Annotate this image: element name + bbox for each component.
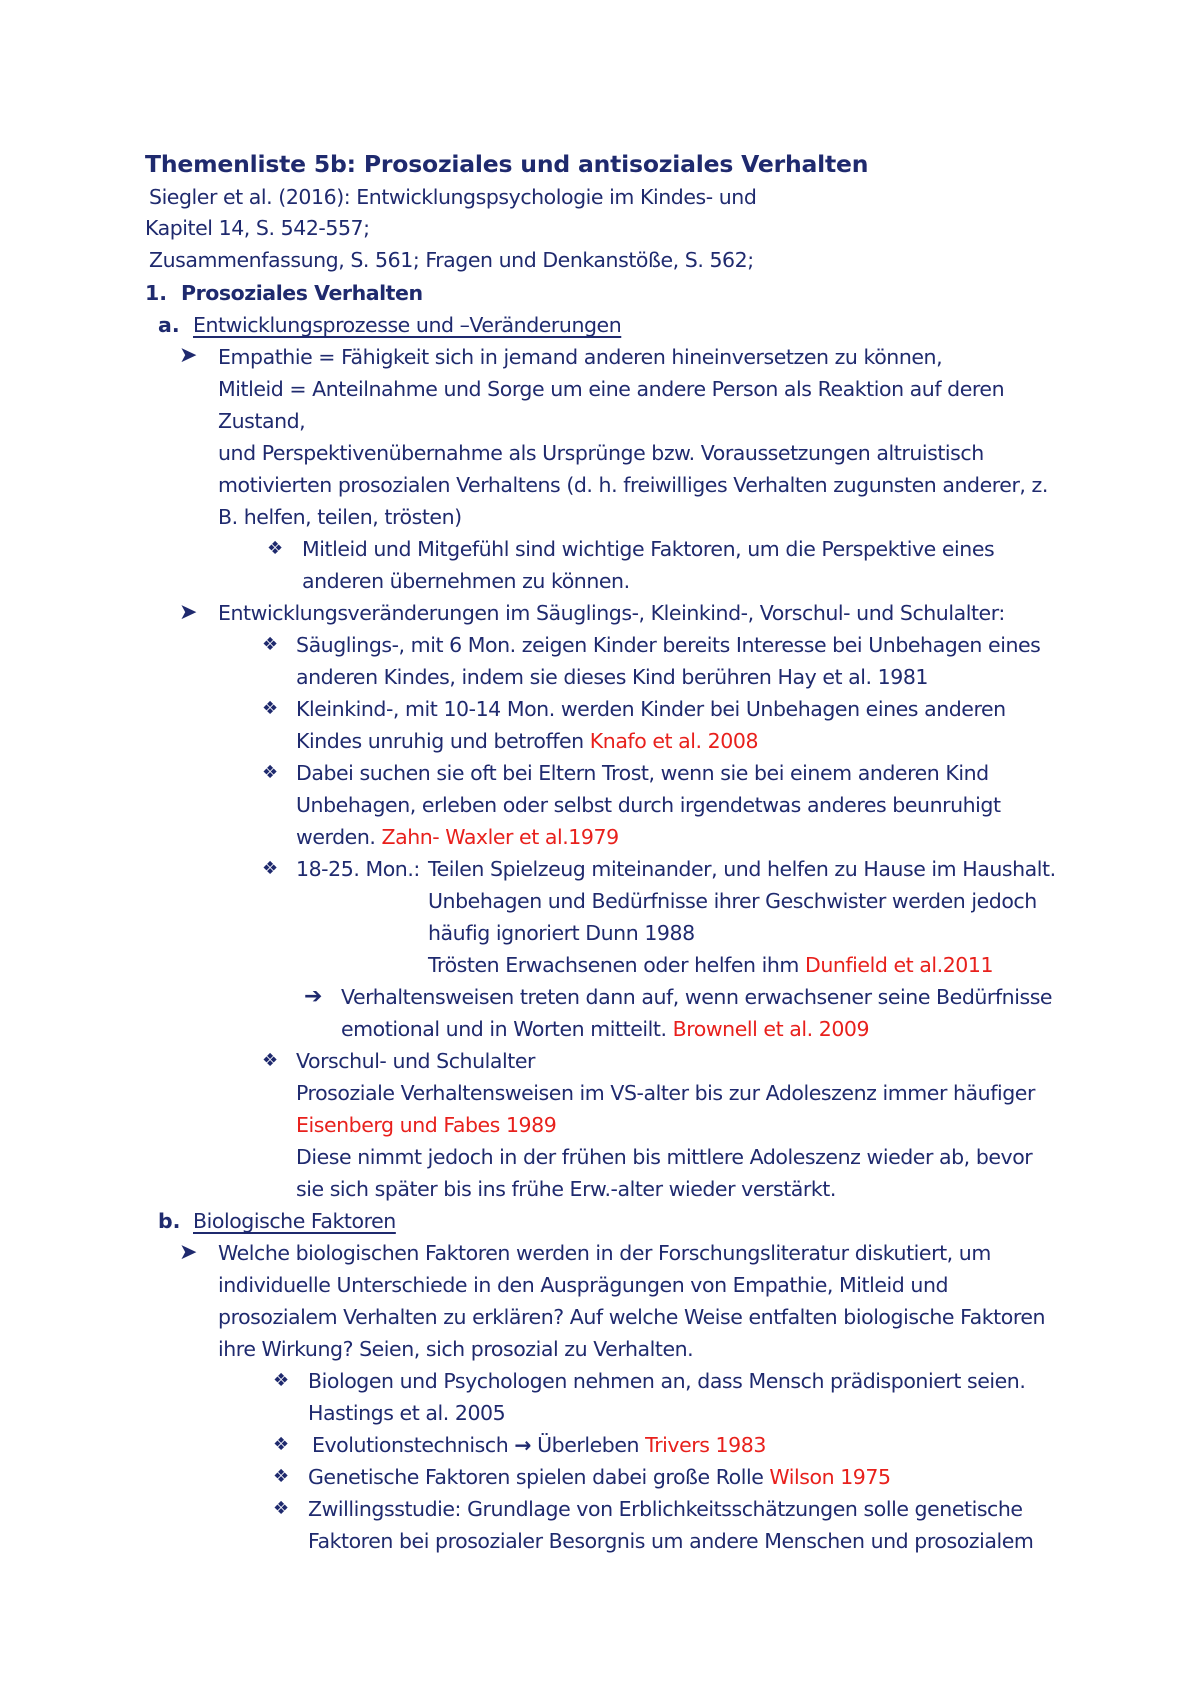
subsection-heading: Biologische Faktoren [193, 1209, 396, 1233]
diamond-bullet-icon: ❖ [273, 1466, 290, 1487]
list-item: Zwillingsstudie: Grundlage von Erblichkeitsschätzungen solle genetische [308, 1497, 1023, 1521]
section-number: 1. [145, 281, 168, 305]
list-item: anderen übernehmen zu können. [302, 569, 630, 593]
list-item: motivierten prosozialen Verhaltens (d. h. freiwilliges Verhalten zugunsten anderer, z. [218, 473, 1048, 497]
citation: Wilson 1975 [769, 1465, 891, 1489]
citation: Knafo et al. 2008 [589, 729, 759, 753]
subsection-letter: b. [158, 1209, 181, 1233]
list-item [341, 1014, 869, 1044]
list-item [308, 1462, 891, 1492]
right-arrow-bullet-icon: ➔ [304, 984, 323, 1009]
list-item: Teilen Spielzeug miteinander, und helfen zu Hause im Haushalt. [428, 857, 1056, 881]
diamond-bullet-icon: ❖ [273, 1498, 290, 1519]
diamond-bullet-icon: ❖ [262, 1050, 279, 1071]
subsection-heading: Entwicklungsprozesse und –Veränderungen [193, 313, 622, 337]
list-item: Prosoziale Verhaltensweisen im VS-alter bis zur Adoleszenz immer häufiger [296, 1081, 1035, 1105]
list-item: Empathie = Fähigkeit sich in jemand anderen hineinversetzen zu können, [218, 345, 943, 369]
page-title: Themenliste 5b: Prosoziales und antisoziales Verhalten [145, 150, 869, 178]
list-item: anderen Kindes, indem sie dieses Kind berühren Hay et al. 1981 [296, 665, 929, 689]
citation: Trivers 1983 [645, 1433, 766, 1457]
citation: Dunfield et al.2011 [804, 953, 994, 977]
list-item-text: Überleben [531, 1433, 646, 1457]
list-item: Diese nimmt jedoch in der frühen bis mittlere Adoleszenz wieder ab, bevor [296, 1145, 1033, 1169]
list-item: Kleinkind-, mit 10-14 Mon. werden Kinder bei Unbehagen eines anderen [296, 697, 1006, 721]
list-item: Faktoren bei prosozialer Besorgnis um andere Menschen und prosozialem [308, 1529, 1034, 1553]
list-item-text: Kindes unruhig und betroffen [296, 729, 590, 753]
arrow-symbol: → [514, 1433, 532, 1457]
list-item: B. helfen, teilen, trösten) [218, 505, 462, 529]
diamond-bullet-icon: ❖ [273, 1434, 290, 1455]
list-item: Zustand, [218, 409, 306, 433]
citation: Eisenberg und Fabes 1989 [296, 1113, 557, 1137]
reference-line: Siegler et al. (2016): Entwicklungspsychologie im Kindes- und [149, 185, 757, 209]
list-item [296, 822, 619, 852]
reference-line: Kapitel 14, S. 542-557; [145, 216, 370, 240]
diamond-bullet-icon: ❖ [262, 634, 279, 655]
list-item: Entwicklungsveränderungen im Säuglings-, Kleinkind-, Vorschul- und Schulalter: [218, 601, 1005, 625]
list-item: Dabei suchen sie oft bei Eltern Trost, wenn sie bei einem anderen Kind [296, 761, 989, 785]
list-item: Säuglings-, mit 6 Mon. zeigen Kinder bereits Interesse bei Unbehagen eines [296, 633, 1041, 657]
arrowhead-bullet-icon: ➤ [179, 600, 198, 625]
section-heading: Prosoziales Verhalten [181, 281, 423, 305]
list-item: Unbehagen, erleben oder selbst durch irgendetwas anderes beunruhigt [296, 793, 1001, 817]
list-item: und Perspektivenübernahme als Ursprünge bzw. Voraussetzungen altruistisch [218, 441, 984, 465]
diamond-bullet-icon: ❖ [262, 762, 279, 783]
citation: Zahn- Waxler et al.1979 [381, 825, 619, 849]
list-item: Vorschul- und Schulalter [296, 1049, 535, 1073]
list-item-text: Genetische Faktoren spielen dabei große Rolle [308, 1465, 770, 1489]
arrowhead-bullet-icon: ➤ [179, 343, 198, 368]
list-item-text: Trösten Erwachsenen oder helfen ihm [428, 953, 805, 977]
diamond-bullet-icon: ❖ [273, 1370, 290, 1391]
citation: Brownell et al. 2009 [672, 1017, 870, 1041]
list-item: prosozialem Verhalten zu erklären? Auf welche Weise entfalten biologische Faktoren [218, 1305, 1046, 1329]
list-item: häufig ignoriert Dunn 1988 [428, 921, 695, 945]
reference-line: Zusammenfassung, S. 561; Fragen und Denkanstöße, S. 562; [149, 248, 754, 272]
list-item-text: emotional und in Worten mitteilt. [341, 1017, 673, 1041]
list-item [296, 726, 758, 756]
list-item-label: 18-25. Mon.: [296, 857, 420, 881]
list-item: Unbehagen und Bedürfnisse ihrer Geschwister werden jedoch [428, 889, 1037, 913]
arrowhead-bullet-icon: ➤ [179, 1240, 198, 1265]
list-item: Verhaltensweisen treten dann auf, wenn erwachsener seine Bedürfnisse [341, 985, 1053, 1009]
list-item: Biologen und Psychologen nehmen an, dass Mensch prädisponiert seien. [308, 1369, 1026, 1393]
list-item: Hastings et al. 2005 [308, 1401, 506, 1425]
list-item: ihre Wirkung? Seien, sich prosozial zu Verhalten. [218, 1337, 694, 1361]
list-item [428, 950, 993, 980]
list-item: Mitleid und Mitgefühl sind wichtige Faktoren, um die Perspektive eines [302, 537, 995, 561]
diamond-bullet-icon: ❖ [262, 698, 279, 719]
list-item: Welche biologischen Faktoren werden in der Forschungsliteratur diskutiert, um [218, 1241, 991, 1265]
list-item: individuelle Unterschiede in den Ausprägungen von Empathie, Mitleid und [218, 1273, 949, 1297]
list-item [312, 1430, 766, 1460]
diamond-bullet-icon: ❖ [267, 538, 284, 559]
list-item-text: werden. [296, 825, 382, 849]
list-item: Mitleid = Anteilnahme und Sorge um eine andere Person als Reaktion auf deren [218, 377, 1005, 401]
subsection-letter: a. [158, 313, 180, 337]
diamond-bullet-icon: ❖ [262, 858, 279, 879]
list-item-text: Evolutionstechnisch [312, 1433, 515, 1457]
list-item: sie sich später bis ins frühe Erw.-alter wieder verstärkt. [296, 1177, 836, 1201]
